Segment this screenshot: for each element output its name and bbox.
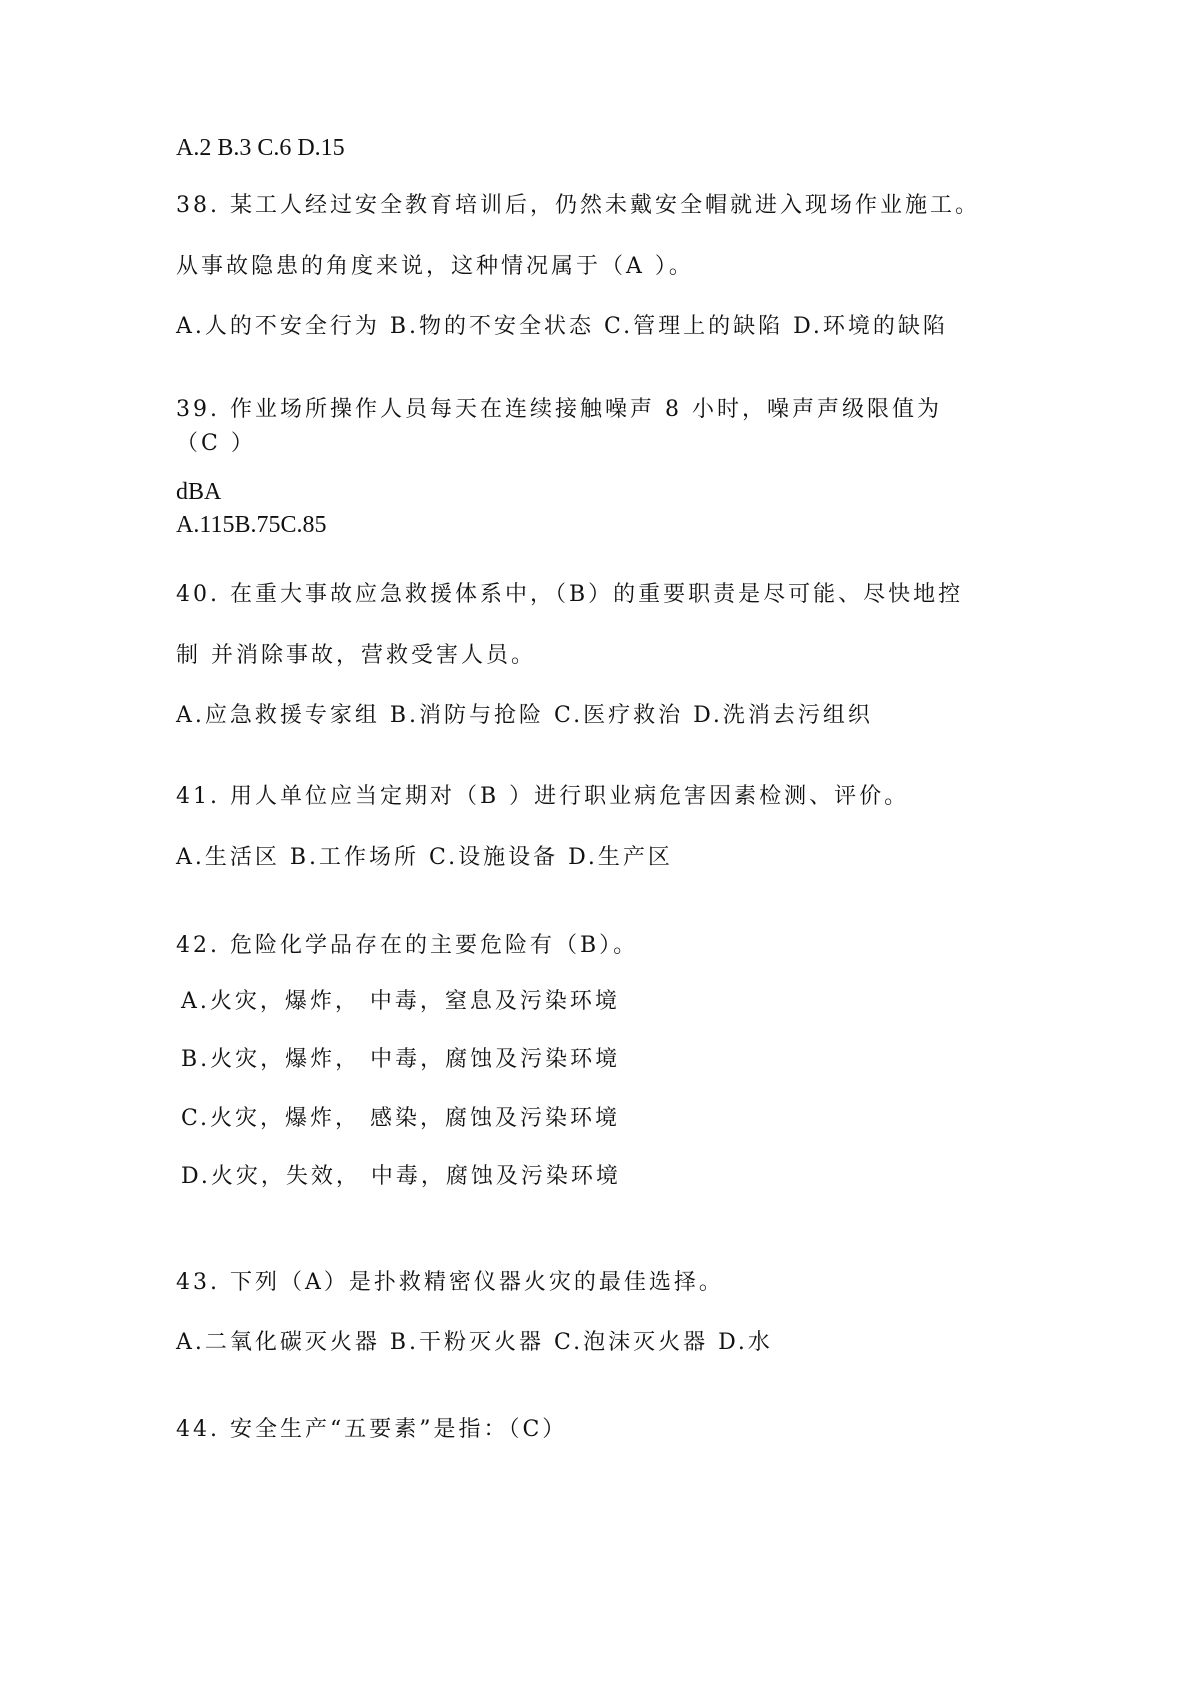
q39-answer: （C ） <box>176 431 256 456</box>
q37-options: A.2 B.3 C.6 D.15 <box>176 135 345 161</box>
q40-question-line-1: 40. 在重大事故应急救援体系中，（B）的重要职责是尽可能、尽快地控 <box>176 582 964 607</box>
q39-options: A.115B.75C.85 <box>176 512 327 538</box>
q39-question-line-1: 39. 作业场所操作人员每天在连续接触噪声 8 小时，噪声声级限值为 <box>176 397 942 422</box>
q40-options: A.应急救援专家组 B.消防与抢险 C.医疗救治 D.洗消去污组织 <box>176 703 873 728</box>
q38-question-line-1: 38. 某工人经过安全教育培训后，仍然未戴安全帽就进入现场作业施工。 <box>176 193 980 218</box>
q38-question-line-2: 从事故隐患的角度来说，这种情况属于（A ）。 <box>176 254 694 279</box>
q43-options: A.二氧化碳灭火器 B.干粉灭火器 C.泡沫灭火器 D.水 <box>176 1330 773 1355</box>
q41-question: 41. 用人单位应当定期对（B ）进行职业病危害因素检测、评价。 <box>176 784 910 809</box>
q42-option-d: D.火灾，失效， 中毒，腐蚀及污染环境 <box>181 1164 621 1189</box>
q43-question: 43. 下列（A）是扑救精密仪器火灾的最佳选择。 <box>176 1270 724 1295</box>
q41-options: A.生活区 B.工作场所 C.设施设备 D.生产区 <box>176 845 673 870</box>
q42-option-c: C.火灾，爆炸， 感染，腐蚀及污染环境 <box>181 1106 621 1131</box>
q44-question: 44. 安全生产“五要素”是指：（C） <box>176 1417 568 1442</box>
q39-unit: dBA <box>176 479 222 505</box>
q40-question-line-2: 制 并消除事故，营救受害人员。 <box>176 643 536 668</box>
q42-option-b: B.火灾，爆炸， 中毒，腐蚀及污染环境 <box>181 1047 621 1072</box>
q42-option-a: A.火灾，爆炸， 中毒，窒息及污染环境 <box>181 989 620 1014</box>
q38-options: A.人的不安全行为 B.物的不安全状态 C.管理上的缺陷 D.环境的缺陷 <box>176 314 948 339</box>
q42-question: 42. 危险化学品存在的主要危险有（B）。 <box>176 933 639 958</box>
